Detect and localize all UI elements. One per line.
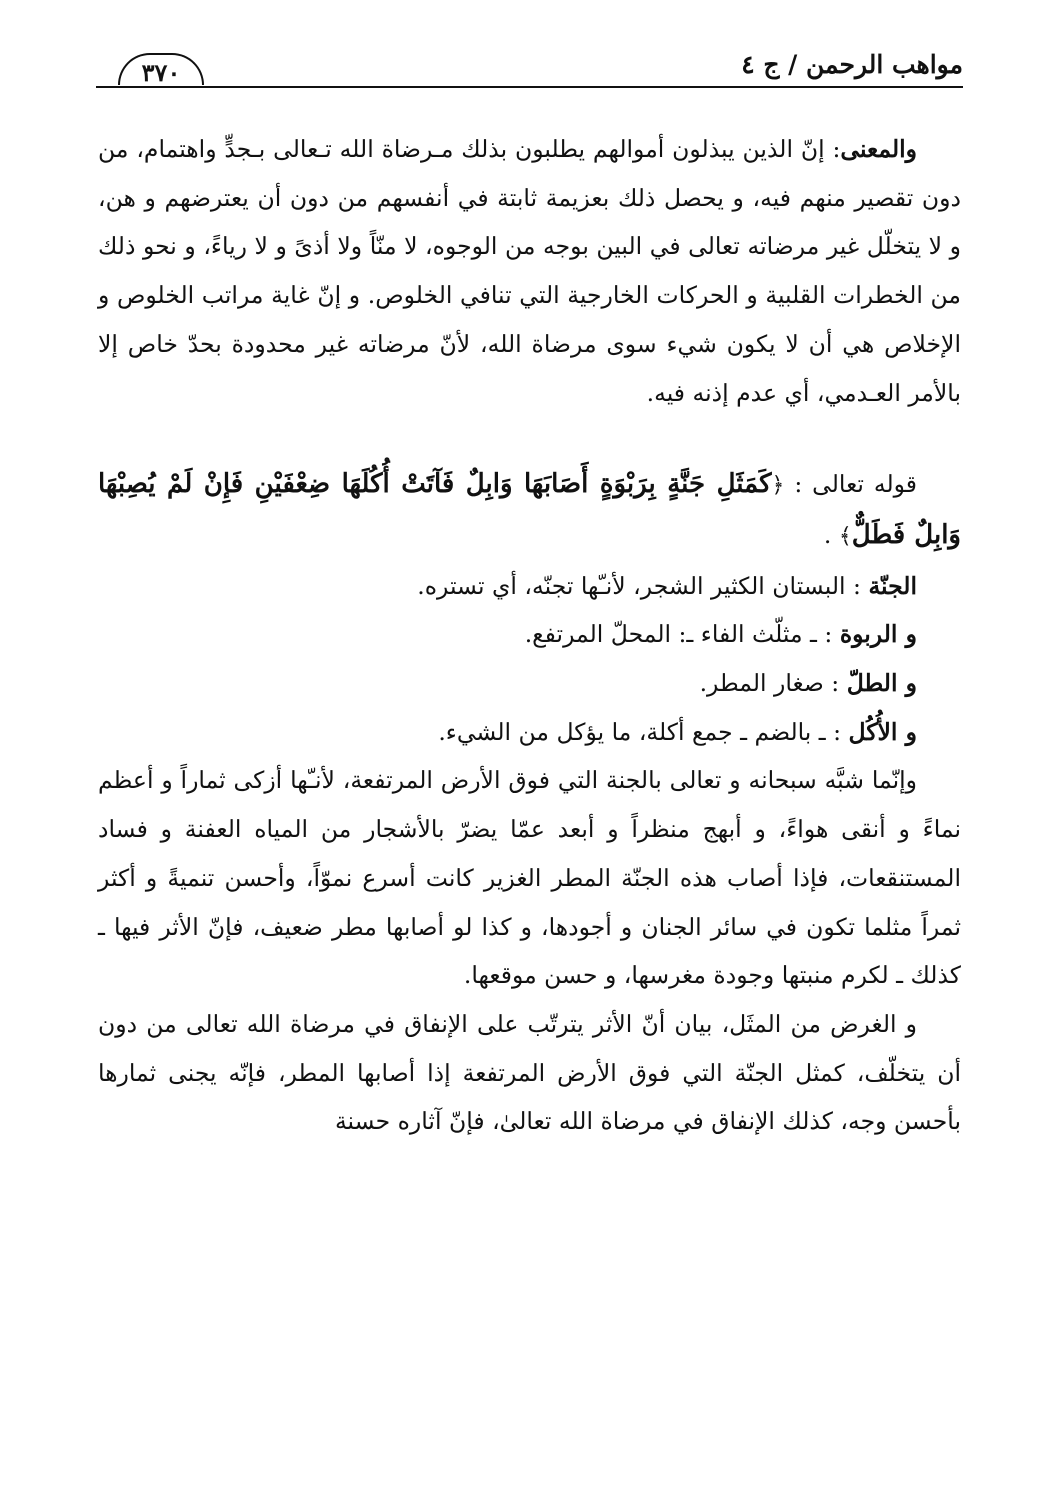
verse-open-bracket: ﴿ <box>771 473 785 499</box>
definition-term: و الربوة <box>839 620 917 649</box>
purpose-paragraph: و الغرض من المثَل، بيان أنّ الأثر يترتّب على الإنفاق في مرضاة الله تعالى من دون أن يتخلّف، كمثل الجنّة التي فوق الأرض المرتفعة إذا أصابها المطر، فإنّه يجنى ثمارها بأحسن وجه، كذلك الإنفاق في مرضاة الله تعالىٰ، فإنّ آثاره حسنة <box>98 1009 961 1136</box>
page-body <box>98 125 961 1146</box>
book-title: مواهب الرحمن / ج ٤ <box>741 50 963 79</box>
definition-text: : صغار المطر. <box>699 669 840 698</box>
definition-item <box>98 659 917 708</box>
definition-item <box>98 708 917 757</box>
verse-close-bracket: ﴾ <box>838 523 852 549</box>
definition-term: و الطلّ <box>846 669 917 698</box>
definition-text: : ـ بالضم ـ جمع أكلة، ما يؤكل من الشيء. <box>438 717 842 746</box>
meaning-paragraph <box>98 125 961 417</box>
definition-term: الجنّة <box>868 571 917 600</box>
definition-item <box>98 610 917 659</box>
verse-paragraph <box>98 460 961 561</box>
simile-paragraph: وإنّما شبَّه سبحانه و تعالى بالجنة التي فوق الأرض المرتفعة، لأنـّها أزكى ثماراً و أعظم نماءً و أنقى هواءً، و أبهج منظراً و أبعد عمّا يضرّ بالأشجار من المياه العفنة و فساد المستنقعات، فإذا أصاب هذه الجنّة المطر الغزير كانت أسرع نموّاً، وأحسن تنميةً و أكثر ثمراً مثلما تكون في سائر الجنان و أجودها، و كذا لو أصابها مطر ضعيف، فإنّ الأثر فيها ـ كذلك ـ لكرم منبتها وجودة مغرسها، و حسن موقعها. <box>98 766 961 990</box>
definition-item <box>98 562 917 611</box>
verse-intro: قوله تعالى : <box>794 470 917 499</box>
page-number: ٣٧٠ <box>118 53 204 85</box>
definition-text: : ـ مثلّث الفاء ـ: المحلّ المرتفع. <box>524 620 833 649</box>
verse-text: كَمَثَلِ جَنَّةٍ بِرَبْوَةٍ أَصَابَهَا وَابِلٌ فَآتَتْ أُكُلَهَا ضِعْفَيْنِ فَإِنْ لَمْ يُصِبْهَا وَابِلٌ فَطَلٌّ <box>98 469 961 550</box>
definition-term: و الأُكُل <box>848 717 917 746</box>
meaning-term: والمعنى <box>840 135 917 163</box>
definition-text: : البستان الكثير الشجر، لأنـّها تجنّه، أي تستره. <box>417 571 861 600</box>
definitions-list <box>98 562 961 757</box>
verse-end: . <box>823 520 832 549</box>
header-rule <box>96 86 963 88</box>
page-header <box>96 44 963 94</box>
meaning-text: : إنّ الذين يبذلون أموالهم يطلبون بذلك مـرضاة الله تـعالى بـجدٍّ واهتمام، من دون تقصير منهم فيه، و يحصل ذلك بعزيمة ثابتة في أنفسهم من دون أن يعترضهم و هن، و لا يتخلّل غير مرضاته تعالى في البين بوجه من الوجوه، لا منّاً ولا أذىً و لا رياءً، و نحو ذلك من الخطرات القلبية و الحركات الخارجية التي تنافي الخلوص. و إنّ غاية مراتب الخلوص و الإخلاص هي أن لا يكون شيء سوى مرضاة الله، لأنّ مرضاته غير محدودة بحدّ خاص إلا بالأمر العـدمي، أي عدم إذنه فيه. <box>98 135 961 407</box>
